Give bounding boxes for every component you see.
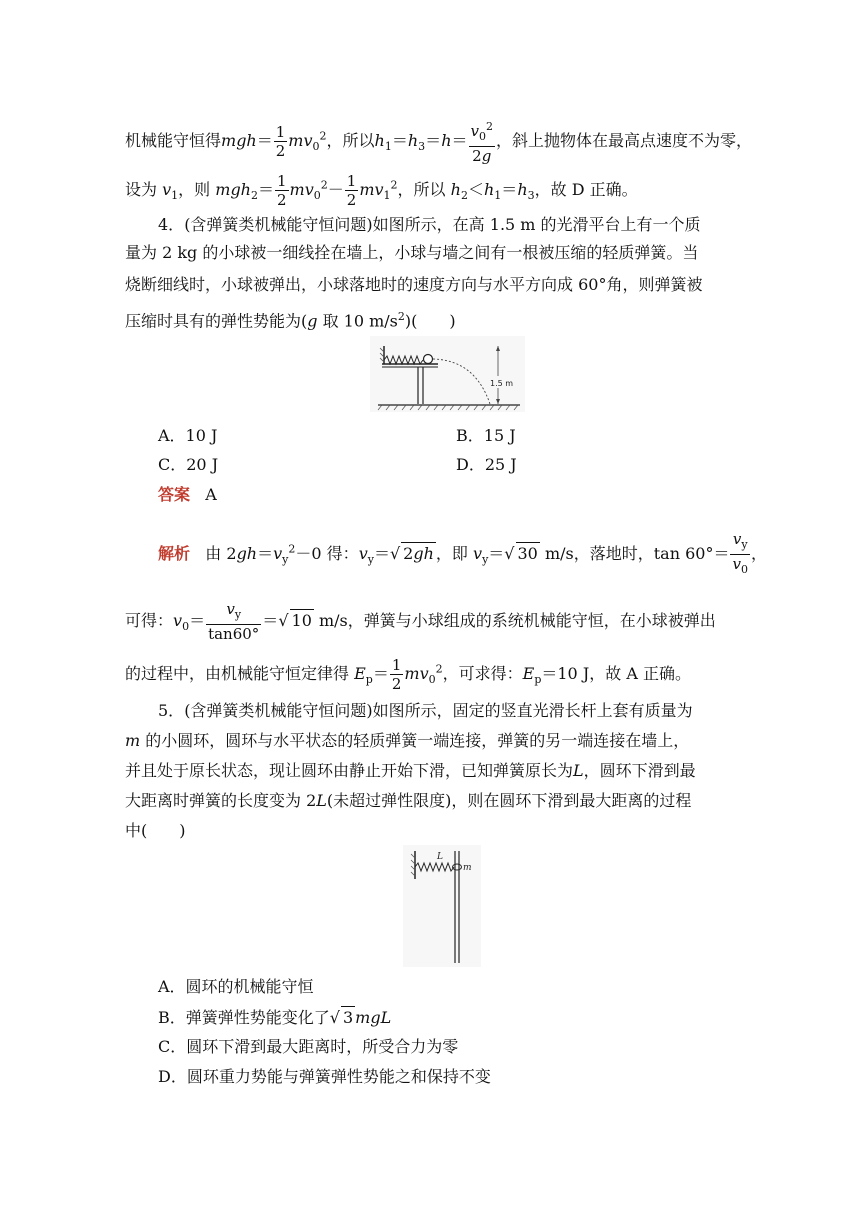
answer-label: 答案 [158, 485, 191, 504]
q4-option-c: C．20 J [158, 455, 219, 474]
q5-question-line-3: 并且处于原长状态，现让圆环由静止开始下滑，已知弹簧原长为L，圆环下滑到最 [125, 761, 696, 780]
q5-option-b: B．弹簧弹性势能变化了√ 3 mgL [158, 1008, 392, 1027]
q3-solution-line-1: 机械能守恒得mgh＝ $\frac{1}{2}$ $mv_0^2$，所以$h_1=h_3=h=$ $\frac{v_0^2}{2g}$ ，斜上抛物体在最高点速度不为零， [125, 120, 753, 165]
q4-option-d: D．25 J [456, 455, 517, 474]
q5-question-line-4: 大距离时弹簧的长度变为 2L(未超过弹性限度)，则在圆环下滑到最大距离的过程 [125, 791, 692, 810]
q4-option-a: A．10 J [158, 426, 218, 445]
q4-answer [158, 484, 217, 506]
q4-question-line-3: 烧断细线时，小球被弹出，小球落地时的速度方向与水平方向成 60°角，则弹簧被 [125, 275, 703, 294]
q5-option-a: A．圆环的机械能守恒 [158, 977, 314, 996]
q4-question-line-4: 压缩时具有的弹性势能为(g 取 10 $m/s^2$)( ) [125, 310, 456, 331]
q5-question-line-2: m 的小圆环，圆环与水平状态的轻质弹簧一端连接，弹簧的另一端连接在墙上， [125, 731, 690, 750]
q5-option-d: D．圆环重力势能与弹簧弹性势能之和保持不变 [158, 1067, 491, 1086]
q5-spring-ring-rod-figure [403, 845, 481, 967]
q4-spring-platform-figure [370, 336, 525, 412]
q5-question-line-5: 中( ) [125, 821, 186, 840]
q4-analysis-line-2: 可得：$v_0=$ $\frac{v_y}{\tan 60^\circ}$ ＝√ 10 m/s，弹簧与小球组成的系统机械能守恒，在小球被弹出 [125, 600, 716, 643]
q5-question-line-1: 5．(含弹簧类机械能守恒问题)如图所示，固定的竖直光滑长杆上套有质量为 [158, 701, 693, 720]
q4-analysis-line-1: 解析 由 $2gh=v_y^2-0$ 得：$v_y=√$ 2gh ，即 $v_y=√$ 30 m/s，落地时，tan 60°＝ $\frac{v_y}{v_0}$ ， [158, 530, 767, 576]
q4-figure-height-label: 1.5 m [490, 379, 514, 388]
analysis-label: 解析 [158, 544, 191, 563]
q5-option-c: C．圆环下滑到最大距离时，所受合力为零 [158, 1037, 459, 1056]
q5-figure-length-label: L [437, 852, 443, 862]
q3-solution-line-2: 设为 $v_1$，则 mgh$_2$＝ $\frac{1}{2}$ $mv_0^2-$ $\frac{1}{2}$ $mv_1^2$，所以 $h_2<h_1=h_3$，故 D 正确。 [125, 172, 638, 209]
q4-question-line-1: 4．(含弹簧类机械能守恒问题)如图所示，在高 1.5 m 的光滑平台上有一个质 [158, 215, 701, 234]
q4-question-line-2: 量为 2 kg 的小球被一细线拴在墙上，小球与墙之间有一根被压缩的轻质弹簧。当 [125, 243, 699, 262]
answer-value: A [205, 485, 217, 504]
q5-figure-mass-label: m [463, 863, 472, 873]
q4-option-b: B．15 J [456, 426, 516, 445]
q4-analysis-line-3: 的过程中，由机械能守恒定律得 $E_p=$ $\frac{1}{2}$ $mv_0^2$，可求得：$E_p=10$ J，故 A 正确。 [125, 656, 691, 693]
